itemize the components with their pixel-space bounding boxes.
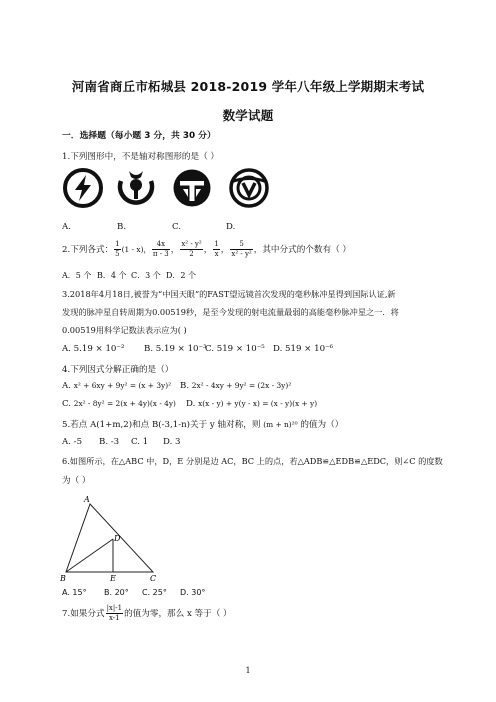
section-heading: 一．选择题（每小题 3 分，共 30 分） <box>62 131 216 141</box>
q2-option-b: B．4 个 <box>97 271 127 280</box>
q2-option-d: D．2 个 <box>166 271 197 280</box>
q5-expression: (m + n)²⁰ <box>263 420 298 429</box>
q2-f3-den: 2 <box>189 250 194 258</box>
label-a: A <box>84 495 90 504</box>
q4-option-a-label: A. <box>62 381 71 391</box>
label-b: B <box>60 574 66 583</box>
q4-option-d-label: D. <box>186 399 196 409</box>
triangle-figure <box>58 492 168 584</box>
q6-option-c: C. 25° <box>142 588 167 597</box>
q7-prefix: 7.如果分式 <box>62 609 105 619</box>
q7-stem <box>62 604 232 623</box>
q4-option-b-text: 2x² - 4xy + 9y² = (2x - 3y)² <box>191 381 292 390</box>
q6-line-1: 6.如图所示，在△ABC 中，D，E 分别是边 AC，BC 上的点，若△ADB≌△EDB≌△EDC，则∠C 的度数 <box>62 456 443 466</box>
q4-option-b-label: B. <box>180 381 190 391</box>
q5-option-c: C. 1 <box>131 437 149 447</box>
q6-option-a: A. 15° <box>62 588 87 597</box>
q3-line-1: 3.2018年4月18日,被誉为“中国天眼”的FAST望远镜首次发现的毫秒脉冲星得到国际认证,新 <box>62 289 396 299</box>
q4-stem: 4.下列因式分解正确的是（） <box>62 365 174 375</box>
label-c: C <box>150 574 157 583</box>
q2-f1-den: 5 <box>115 250 120 258</box>
exam-title: 河南省商丘市柘城县 2018-2019 学年八年级上学期期末考试 <box>71 79 425 94</box>
q4-option-c <box>62 399 176 409</box>
q4-option-c-label: C. <box>62 399 72 409</box>
q2-f3-tail: ， <box>203 245 213 255</box>
q3-option-b: B. 5.19 × 10⁻³ <box>144 344 207 354</box>
q2-fraction-5 <box>230 240 252 259</box>
q2-f2-tail: ， <box>170 245 180 255</box>
q3-option-a: A. 5.19 × 10⁻² <box>62 344 125 354</box>
q2-f5-num: 5 <box>230 240 252 250</box>
q2-fraction-3 <box>180 240 202 259</box>
page-number: 1 <box>245 666 251 675</box>
q5-option-d: D. 3 <box>163 437 181 447</box>
q4-option-a <box>62 381 171 391</box>
q5-stem <box>62 418 343 430</box>
q2-option-a: A．5 个 <box>62 271 92 280</box>
q7-den: x-1 <box>108 614 120 622</box>
q5-stem-b: 的值为（） <box>300 420 344 430</box>
q2-f2-den: π - 3 <box>152 250 169 258</box>
q3-option-c: C. 519 × 10⁻⁵ <box>205 344 265 354</box>
q4-option-c-text: 2x² - 8y² = 2(x + 4y)(x - 4y) <box>73 399 176 408</box>
q3-line-2: 发现的脉冲星自转周期为0.00519秒，是至今发现的射电流量最弱的高能毫秒脉冲星之一．将 <box>62 307 399 317</box>
t-shield-icon <box>171 167 213 209</box>
q1-option-d: D. <box>226 222 236 232</box>
q1-option-a: A. <box>62 222 71 232</box>
q2-f4-den: x <box>214 250 219 258</box>
v-ring-icon <box>228 167 270 209</box>
q4-option-d <box>186 399 317 409</box>
q2-f5-den: x² - y² <box>231 250 252 258</box>
q5-option-b: B. -3 <box>99 437 120 447</box>
q2-f1-tail: (1 - x)， <box>121 245 151 254</box>
q3-option-d: D. 519 × 10⁻⁶ <box>273 344 334 354</box>
q2-f2-num: 4x <box>152 240 170 250</box>
q2-f4-tail: ， <box>220 245 230 255</box>
q5-option-a: A. -5 <box>62 437 83 447</box>
q2-option-c: C．3 个 <box>131 271 161 280</box>
q6-option-b: B. 20° <box>104 588 129 597</box>
q5-stem-a: 5.若点 A(1+m,2)和点 B(-3,1-n)关于 y 轴对称，则 <box>62 420 261 430</box>
q7-suffix: 的值为零，那么 x 等于（ ） <box>124 609 232 619</box>
q2-fraction-2 <box>152 240 170 259</box>
q2-stem <box>62 240 351 259</box>
q7-num: |x|-1 <box>106 604 123 612</box>
q2-fraction-4 <box>213 240 219 259</box>
wrench-swirl-icon <box>115 167 157 209</box>
q2-fraction-1 <box>114 240 120 259</box>
q2-suffix: ，其中分式的个数有（ ） <box>253 245 351 255</box>
q1-option-c: C. <box>172 222 182 232</box>
q3-line-3: 0.00519用科学记数法表示应为( ) <box>62 325 187 335</box>
q7-fraction <box>106 604 123 623</box>
lightning-circle-icon <box>62 167 104 209</box>
q6-option-d: D. 30° <box>180 588 206 597</box>
q2-f1-num: 1 <box>115 240 120 248</box>
label-e: E <box>110 574 116 583</box>
q4-option-d-text: x(x - y) + y(y - x) = (x - y)(x + y) <box>198 399 318 408</box>
q2-prefix: 2.下列各式： <box>62 245 114 255</box>
q2-f3-num: x² - y² <box>181 240 202 248</box>
q2-f4-num: 1 <box>214 240 219 248</box>
label-d: D <box>114 534 121 543</box>
exam-subtitle: 数学试题 <box>222 108 274 123</box>
q4-option-b <box>180 381 291 391</box>
q1-stem: 1.下列图形中，不是轴对称图形的是（ ） <box>62 152 220 162</box>
q1-option-b: B. <box>117 222 127 232</box>
q4-option-a-text: x² + 6xy + 9y² = (x + 3y)² <box>73 381 172 390</box>
q6-line-2: 为（ ） <box>62 476 91 486</box>
